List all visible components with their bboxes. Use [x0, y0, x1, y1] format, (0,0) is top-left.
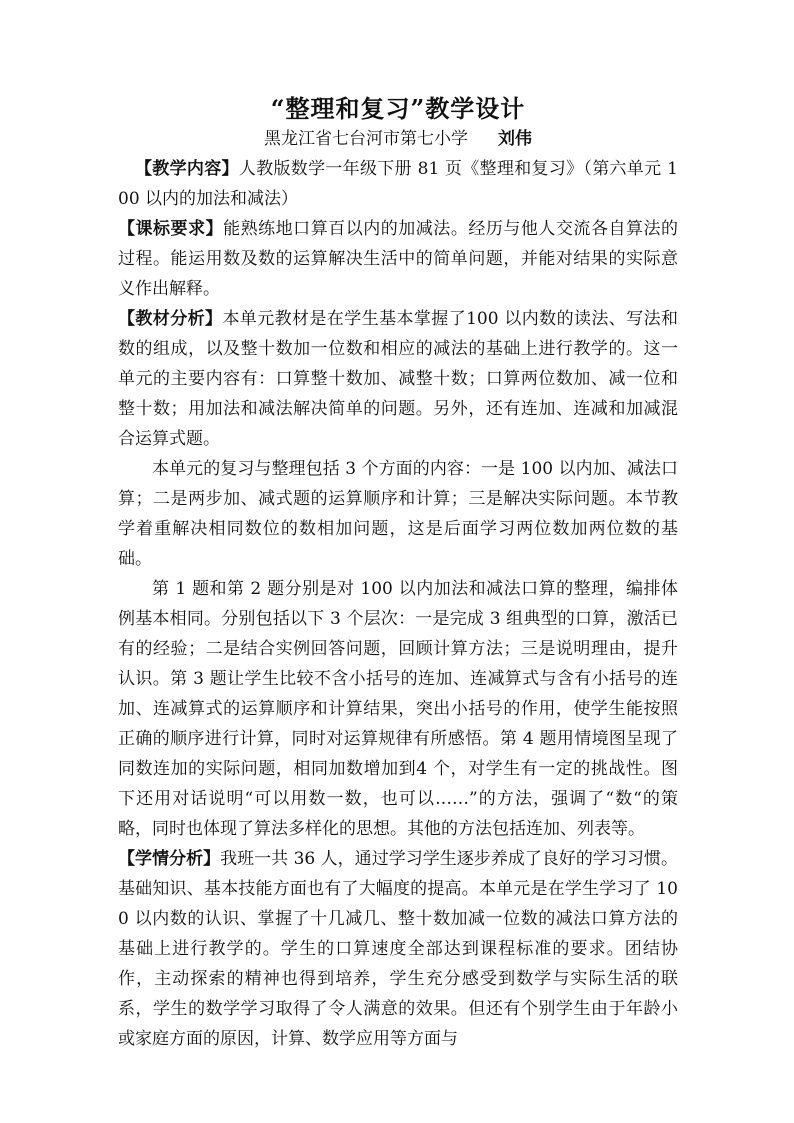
school-name: 黑龙江省七台河市第七小学	[264, 129, 468, 149]
section-textbook-analysis	[118, 304, 678, 454]
section-text: 人教版数学一年级下册 81 页《整理和复习》（第六单元 100 以内的加法和减法）	[118, 159, 678, 209]
section-label: 【教学内容】	[135, 159, 239, 179]
byline	[118, 126, 678, 152]
section-text: 本单元教材是在学生基本掌握了100 以内数的读法、写法和数的组成，以及整十数加一位数和相应的减法的基础上进行教学的。这一单元的主要内容有：口算整十数加、减整十数；口算两位数加、减一位和整十数；用加法和减法解决简单的问题。另外，还有连加、连减和加减混合运算式题。	[118, 309, 679, 449]
section-student-analysis	[118, 844, 678, 1054]
section-text: 我班一共 36 人，通过学习学生逐步养成了良好的学习习惯。基础知识、基本技能方面也有了大幅度的提高。本单元是在学生学习了 100 以内数的认识、掌握了十几减几、整十数加减一位数的减法口算方法的基础上进行教学的。学生的口算速度全部达到课程标准的要求。团结协作，主动探索的精神也得到培养，学生充分感受到数学与实际生活的联系，学生的数学学习取得了令人满意的效果。但还有个别学生由于年龄小或家庭方面的原因，计算、数学应用等方面与	[118, 849, 678, 1049]
section-text: 能熟练地口算百以内的加减法。经历与他人交流各自算法的过程。能运用数及数的运算解决生活中的简单问题，并能对结果的实际意义作出解释。	[118, 219, 679, 299]
section-teaching-content	[118, 154, 678, 214]
paragraph-exercise-notes	[118, 574, 678, 844]
section-label: 【学情分析】	[118, 849, 221, 869]
author-name: 刘伟	[498, 129, 532, 149]
section-label: 【课标要求】	[118, 219, 224, 239]
section-text: 本单元的复习与整理包括 3 个方面的内容：一是 100 以内加、减法口算；二是两步加、减式题的运算顺序和计算；三是解决实际问题。本节教学着重解决相同数位的数相加问题，这是后面学习两位数加两位数的基础。	[118, 459, 678, 569]
paragraph-review-content	[118, 454, 678, 574]
section-text: 第 1 题和第 2 题分别是对 100 以内加法和减法口算的整理，编排体例基本相同。分别包括以下 3 个层次：一是完成 3 组典型的口算，激活已有的经验；二是结合实例回答问题，回顾计算方法；三是说明理由，提升认识。第 3 题让学生比较不含小括号的连加、连减算式与含有小括号的连加、连减算式的运算顺序和计算结果，突出小括号的作用，使学生能按照正确的顺序进行计算，同时对运算规律有所感悟。第 4 题用情境图呈现了同数连加的实际问题，相同加数增加到4 个，对学生有一定的挑战性。图下还用对话说明“可以用数一数，也可以……”的方法，强调了“数“的策略，同时也体现了算法多样化的思想。其他的方法包括连加、列表等。	[118, 579, 678, 839]
document-body	[118, 92, 678, 1054]
section-label: 【教材分析】	[118, 309, 223, 329]
page-title: “整理和复习”教学设计	[270, 94, 526, 123]
section-curriculum-requirements	[118, 214, 678, 304]
